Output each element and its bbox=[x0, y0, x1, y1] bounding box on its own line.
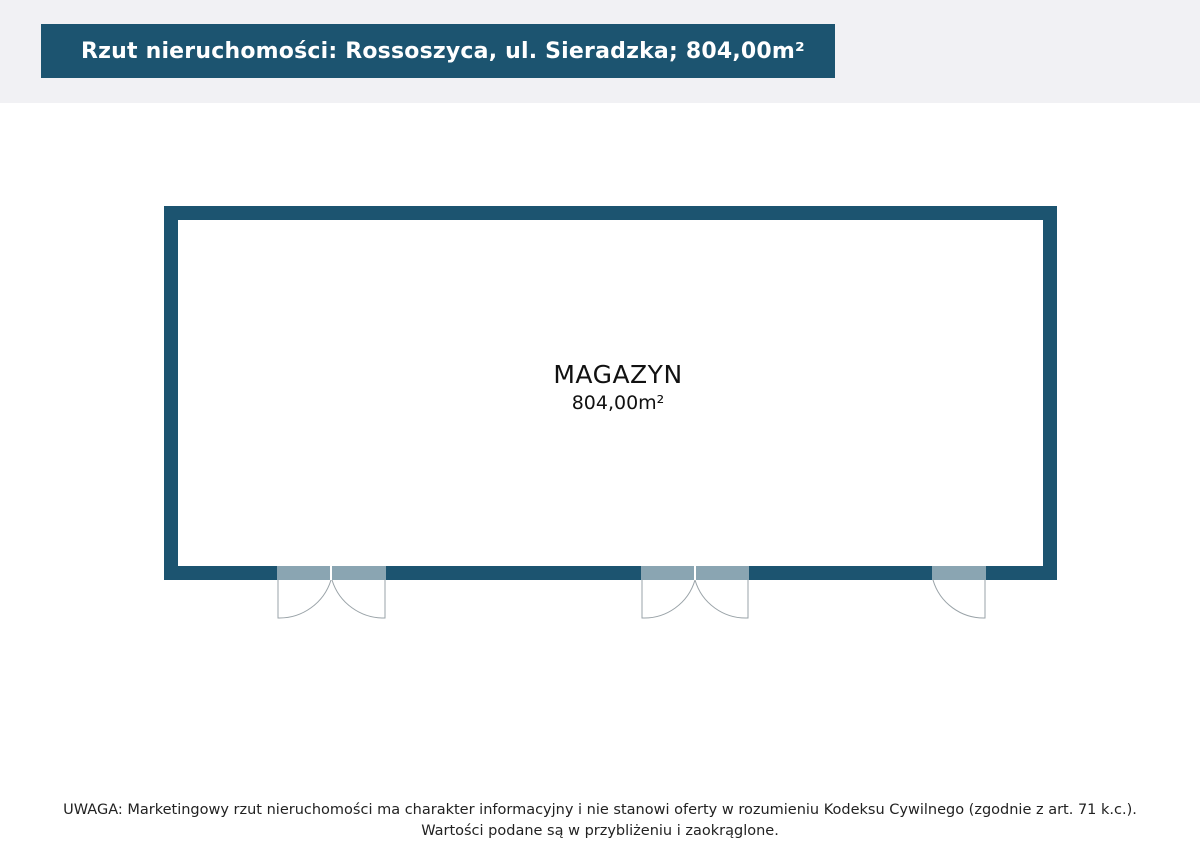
door-swing-right bbox=[332, 580, 385, 618]
page-title: Rzut nieruchomości: Rossoszyca, ul. Sieradzka; 804,00m² bbox=[81, 38, 805, 64]
single-door-right bbox=[932, 566, 986, 618]
door-swing-left bbox=[278, 580, 331, 618]
door-swing bbox=[933, 580, 985, 618]
door-swing-left bbox=[642, 580, 695, 618]
room-name-label: MAGAZYN bbox=[553, 360, 683, 389]
disclaimer-line-1: UWAGA: Marketingowy rzut nieruchomości ma charakter informacyjny i nie stanowi oferty w rozumieniu Kodeksu Cywilnego (zgodnie z art. 71 k.c.). bbox=[63, 802, 1137, 818]
door-swing-right bbox=[695, 580, 748, 618]
disclaimer-line-2: Wartości podane są w przybliżeniu i zaokrąglone. bbox=[421, 823, 779, 839]
door-opening bbox=[932, 566, 986, 580]
double-door-middle bbox=[641, 566, 749, 618]
double-door-left bbox=[277, 566, 386, 618]
disclaimer bbox=[0, 800, 1200, 842]
room-area-label: 804,00m² bbox=[571, 392, 665, 414]
